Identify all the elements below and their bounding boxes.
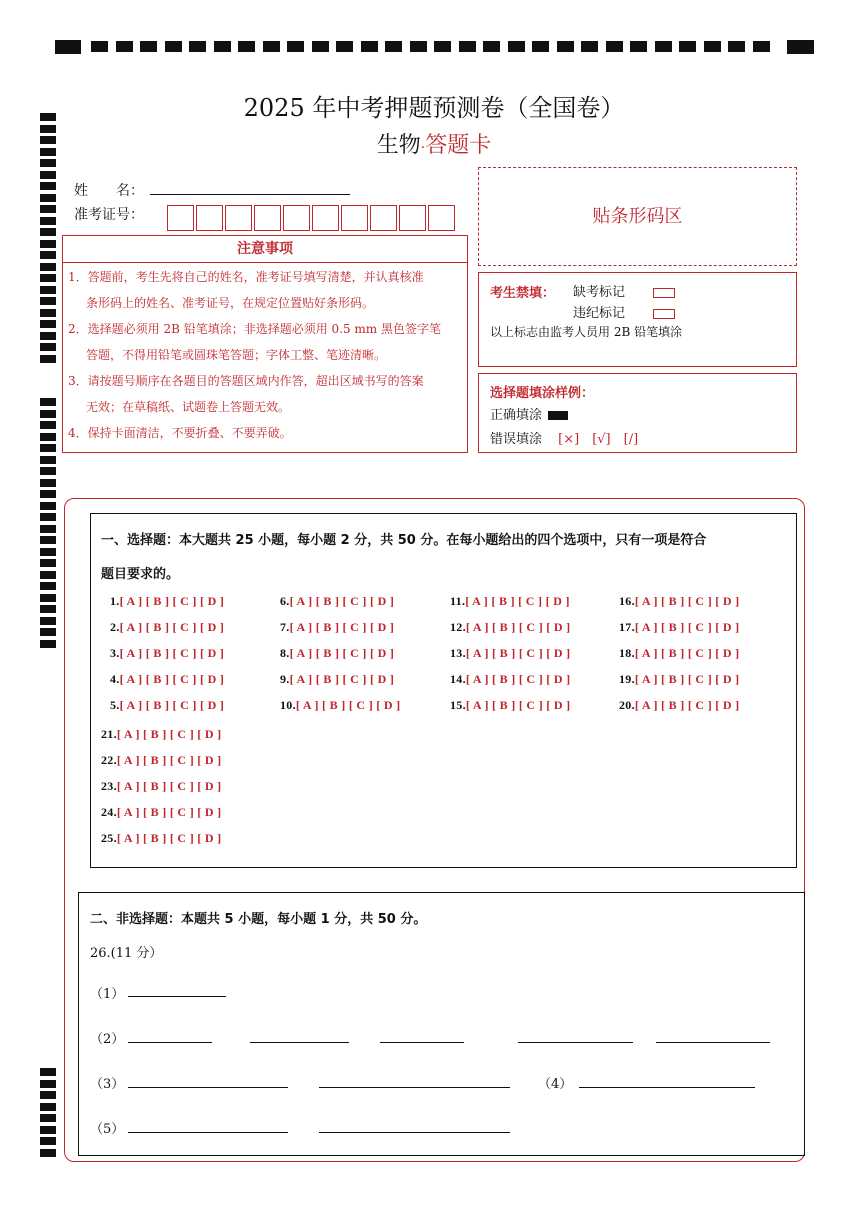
answer-options[interactable]: [ A ] [ B ] [ C ] [ D ] <box>116 727 222 741</box>
exam-id-box[interactable] <box>341 205 368 231</box>
choice-question <box>450 620 570 635</box>
choice-question <box>280 620 394 635</box>
timing-mark <box>40 559 56 567</box>
question-number: 3. <box>110 646 120 660</box>
answer-options[interactable]: [ A ] [ B ] [ C ] [ D ] <box>465 594 570 608</box>
timing-mark <box>557 41 574 52</box>
subtitle-subject: 生物 <box>376 133 421 158</box>
timing-mark <box>704 41 721 52</box>
part-2-blank[interactable] <box>250 1042 349 1043</box>
question-number: 6. <box>280 594 290 608</box>
timing-mark <box>238 41 255 52</box>
timing-mark <box>40 1114 56 1122</box>
question-number: 25. <box>101 831 117 845</box>
notice-line: 4．保持卡面清洁，不要折叠、不要弄破。 <box>68 426 292 440</box>
answer-options[interactable]: [ A ] [ B ] [ C ] [ D ] <box>119 698 225 712</box>
timing-mark <box>385 41 402 52</box>
choice-question <box>101 831 221 846</box>
question-number: 15. <box>450 698 466 712</box>
timing-mark <box>40 1068 56 1076</box>
question-number: 5. <box>110 698 120 712</box>
section2-heading: 二、非选择题：本题共 5 小题，每小题 1 分，共 50 分。 <box>90 912 427 927</box>
question-number: 18. <box>619 646 635 660</box>
exam-id-box[interactable] <box>428 205 455 231</box>
choice-question <box>619 672 739 687</box>
timing-mark <box>40 194 56 202</box>
timing-mark <box>287 41 304 52</box>
timing-mark <box>40 1149 56 1157</box>
timing-mark <box>483 41 500 52</box>
answer-options[interactable]: [ A ] [ B ] [ C ] [ D ] <box>634 698 740 712</box>
timing-mark <box>606 41 623 52</box>
part-4-label: （4） <box>538 1077 573 1092</box>
question-number: 10. <box>280 698 296 712</box>
timing-mark <box>753 41 770 52</box>
timing-mark <box>40 205 56 213</box>
correct-fill-label: 正确填涂 <box>490 408 543 423</box>
timing-mark <box>40 513 56 521</box>
part-3-blank[interactable] <box>128 1087 288 1088</box>
name-label: 姓 名： <box>74 183 144 199</box>
timing-mark <box>40 343 56 351</box>
timing-mark <box>40 1126 56 1134</box>
question-number: 7. <box>280 620 290 634</box>
question-number: 14. <box>450 672 466 686</box>
exam-id-label: 准考证号： <box>74 207 144 223</box>
timing-mark <box>40 251 56 259</box>
choice-question <box>101 805 221 820</box>
choice-question <box>450 646 570 661</box>
answer-options[interactable]: [ A ] [ B ] [ C ] [ D ] <box>465 646 571 660</box>
timing-mark <box>40 1103 56 1111</box>
part-2-blank[interactable] <box>128 1042 212 1043</box>
part-3-label: （3） <box>90 1077 125 1092</box>
answer-options[interactable]: [ A ] [ B ] [ C ] [ D ] <box>634 672 740 686</box>
section1-heading: 一、选择题：本大题共 25 小题，每小题 2 分，共 50 分。在每小题给出的四个选项中，只有一项是符合 <box>101 533 707 548</box>
choice-question <box>280 698 400 713</box>
timing-mark <box>336 41 353 52</box>
timing-mark <box>40 444 56 452</box>
choice-question <box>110 646 224 661</box>
wrong-fill-label: 错误填涂 <box>490 432 543 447</box>
violation-checkbox[interactable] <box>653 309 675 319</box>
violation-label: 违纪标记 <box>573 306 626 321</box>
timing-mark <box>140 41 157 52</box>
section2-box <box>78 892 805 1156</box>
name-field[interactable] <box>150 194 350 195</box>
timing-mark <box>40 502 56 510</box>
question-number: 16. <box>619 594 635 608</box>
barcode-area <box>478 167 797 266</box>
question-number: 21. <box>101 727 117 741</box>
choice-question <box>619 646 739 661</box>
absent-mark-row <box>573 281 675 300</box>
answer-options[interactable]: [ A ] [ B ] [ C ] [ D ] <box>289 672 395 686</box>
answer-options[interactable]: [ A ] [ B ] [ C ] [ D ] <box>465 620 571 634</box>
question-number: 4. <box>110 672 120 686</box>
notice-line: 1．答题前，考生先将自己的姓名，准考证号填写清楚，并认真核准 <box>68 270 424 284</box>
notice-line: 条形码上的姓名、准考证号，在规定位置贴好条形码。 <box>86 296 375 310</box>
timing-marks-top <box>55 41 815 55</box>
notice-line: 3．请按题号顺序在各题目的答题区域内作答，超出区域书写的答案 <box>68 374 424 388</box>
timing-mark <box>40 628 56 636</box>
answer-options[interactable]: [ A ] [ B ] [ C ] [ D ] <box>116 831 222 845</box>
answer-options[interactable]: [ A ] [ B ] [ C ] [ D ] <box>289 646 395 660</box>
timing-mark <box>40 240 56 248</box>
timing-mark <box>40 640 56 648</box>
timing-mark <box>40 320 56 328</box>
subtitle-dot: · <box>420 140 426 156</box>
part-1-blank[interactable] <box>128 996 226 997</box>
timing-mark <box>40 398 56 406</box>
wrong-fill-marks: [×] [√] [/] <box>558 432 639 447</box>
timing-mark <box>40 617 56 625</box>
exam-id-box[interactable] <box>370 205 397 231</box>
timing-mark <box>312 41 329 52</box>
exam-id-box[interactable] <box>312 205 339 231</box>
timing-mark <box>434 41 451 52</box>
question-number: 22. <box>101 753 117 767</box>
timing-mark <box>40 421 56 429</box>
timing-mark <box>40 490 56 498</box>
timing-mark <box>40 332 56 340</box>
timing-mark <box>40 217 56 225</box>
choice-question <box>110 698 224 713</box>
question-number: 2. <box>110 620 120 634</box>
timing-mark <box>40 410 56 418</box>
exam-id-box[interactable] <box>167 205 194 231</box>
question-number: 8. <box>280 646 290 660</box>
timing-mark <box>508 41 525 52</box>
forbidden-label: 考生禁填： <box>490 286 556 301</box>
timing-mark <box>728 41 745 52</box>
choice-question <box>280 672 394 687</box>
wrong-fill-row <box>490 428 638 447</box>
notice-line: 2．选择题必须用 2B 铅笔填涂；非选择题必须用 0.5 mm 黑色签字笔 <box>68 322 442 336</box>
answer-options[interactable]: [ A ] [ B ] [ C ] [ D ] <box>465 698 571 712</box>
timing-mark <box>40 582 56 590</box>
exam-id-box[interactable] <box>283 205 310 231</box>
part-2-blank[interactable] <box>380 1042 464 1043</box>
timing-mark <box>40 263 56 271</box>
choice-question <box>101 779 221 794</box>
choice-question <box>619 698 739 713</box>
page-subtitle <box>0 128 868 159</box>
answer-options[interactable]: [ A ] [ B ] [ C ] [ D ] <box>116 779 222 793</box>
timing-mark <box>361 41 378 52</box>
exam-id-box[interactable] <box>399 205 426 231</box>
question-number: 24. <box>101 805 117 819</box>
absent-checkbox[interactable] <box>653 288 675 298</box>
timing-mark <box>40 548 56 556</box>
part-5-blank[interactable] <box>128 1132 288 1133</box>
timing-mark <box>655 41 672 52</box>
answer-options[interactable]: [ A ] [ B ] [ C ] [ D ] <box>634 594 740 608</box>
question-number: 17. <box>619 620 635 634</box>
timing-mark <box>40 274 56 282</box>
part-3-blank[interactable] <box>319 1087 510 1088</box>
choice-question <box>450 698 570 713</box>
answer-options[interactable]: [ A ] [ B ] [ C ] [ D ] <box>119 646 225 660</box>
part-2-label: （2） <box>90 1032 125 1047</box>
exam-id-box[interactable] <box>196 205 223 231</box>
timing-mark <box>532 41 549 52</box>
answer-options[interactable]: [ A ] [ B ] [ C ] [ D ] <box>119 672 225 686</box>
choice-question <box>619 594 739 609</box>
answer-options[interactable]: [ A ] [ B ] [ C ] [ D ] <box>116 805 222 819</box>
question-number: 9. <box>280 672 290 686</box>
exam-id-box[interactable] <box>225 205 252 231</box>
timing-mark <box>40 479 56 487</box>
answer-options[interactable]: [ A ] [ B ] [ C ] [ D ] <box>289 620 395 634</box>
question-number: 12. <box>450 620 466 634</box>
timing-mark <box>165 41 182 52</box>
page-title: 2025 年中考押题预测卷（全国卷） <box>243 94 625 122</box>
timing-mark <box>40 159 56 167</box>
answer-options[interactable]: [ A ] [ B ] [ C ] [ D ] <box>289 594 395 608</box>
question-number: 1. <box>110 594 120 608</box>
part-5-blank[interactable] <box>319 1132 510 1133</box>
choice-question <box>619 620 739 635</box>
answer-options[interactable]: [ A ] [ B ] [ C ] [ D ] <box>295 698 401 712</box>
timing-mark <box>40 286 56 294</box>
timing-mark <box>91 41 108 52</box>
section1-heading-cont: 题目要求的。 <box>101 567 180 582</box>
timing-mark <box>40 1080 56 1088</box>
timing-mark <box>40 1137 56 1145</box>
answer-options[interactable]: [ A ] [ B ] [ C ] [ D ] <box>634 646 740 660</box>
timing-mark <box>40 1091 56 1099</box>
choice-question <box>450 594 570 609</box>
timing-mark <box>459 41 476 52</box>
timing-mark <box>214 41 231 52</box>
answer-options[interactable]: [ A ] [ B ] [ C ] [ D ] <box>119 594 225 608</box>
timing-mark <box>40 297 56 305</box>
timing-mark <box>40 433 56 441</box>
fill-example-title: 选择题填涂样例： <box>490 386 595 401</box>
part-2-blank[interactable] <box>518 1042 633 1043</box>
timing-mark <box>787 40 814 54</box>
question-number: 13. <box>450 646 466 660</box>
filled-block-icon <box>548 411 568 420</box>
barcode-label: 贴条形码区 <box>592 206 683 227</box>
notice-line: 无效；在草稿纸、试题卷上答题无效。 <box>86 400 291 414</box>
timing-mark <box>40 228 56 236</box>
part-4-blank[interactable] <box>579 1087 755 1088</box>
timing-mark <box>40 467 56 475</box>
timing-mark <box>679 41 696 52</box>
subtitle-answer-card: 答题卡 <box>425 133 492 158</box>
answer-options[interactable]: [ A ] [ B ] [ C ] [ D ] <box>119 620 225 634</box>
timing-mark <box>40 355 56 363</box>
timing-mark <box>40 309 56 317</box>
timing-marks-left <box>40 0 56 1227</box>
timing-mark <box>116 41 133 52</box>
answer-options[interactable]: [ A ] [ B ] [ C ] [ D ] <box>116 753 222 767</box>
choice-question <box>280 646 394 661</box>
choice-question <box>450 672 570 687</box>
choice-question <box>110 620 224 635</box>
exam-id-box[interactable] <box>254 205 281 231</box>
choice-question <box>110 672 224 687</box>
question-26-label: 26.(11 分） <box>90 946 163 961</box>
timing-mark <box>40 525 56 533</box>
timing-mark <box>40 605 56 613</box>
part-2-blank[interactable] <box>656 1042 770 1043</box>
choice-question <box>110 594 224 609</box>
violation-mark-row <box>573 302 675 321</box>
timing-mark <box>40 571 56 579</box>
timing-mark <box>581 41 598 52</box>
absent-label: 缺考标记 <box>573 285 626 300</box>
timing-mark <box>40 594 56 602</box>
timing-mark <box>55 40 81 54</box>
timing-mark <box>40 182 56 190</box>
timing-mark <box>263 41 280 52</box>
part-5-label: （5） <box>90 1122 125 1137</box>
timing-mark <box>189 41 206 52</box>
notice-line: 答题，不得用铅笔或圆珠笔答题；字体工整、笔迹清晰。 <box>86 348 387 362</box>
answer-options[interactable]: [ A ] [ B ] [ C ] [ D ] <box>465 672 571 686</box>
notice-heading: 注意事项 <box>63 236 467 263</box>
choice-question <box>101 727 221 742</box>
question-number: 23. <box>101 779 117 793</box>
question-number: 20. <box>619 698 635 712</box>
choice-question <box>280 594 394 609</box>
question-number: 19. <box>619 672 635 686</box>
timing-mark <box>410 41 427 52</box>
correct-fill-row <box>490 404 568 423</box>
timing-mark <box>40 171 56 179</box>
answer-options[interactable]: [ A ] [ B ] [ C ] [ D ] <box>634 620 740 634</box>
part-1-label: （1） <box>90 987 125 1002</box>
question-number: 11. <box>450 594 466 608</box>
forbidden-note: 以上标志由监考人员用 2B 铅笔填涂 <box>490 325 683 339</box>
timing-mark <box>40 536 56 544</box>
choice-question <box>101 753 221 768</box>
timing-mark <box>630 41 647 52</box>
timing-mark <box>40 456 56 464</box>
